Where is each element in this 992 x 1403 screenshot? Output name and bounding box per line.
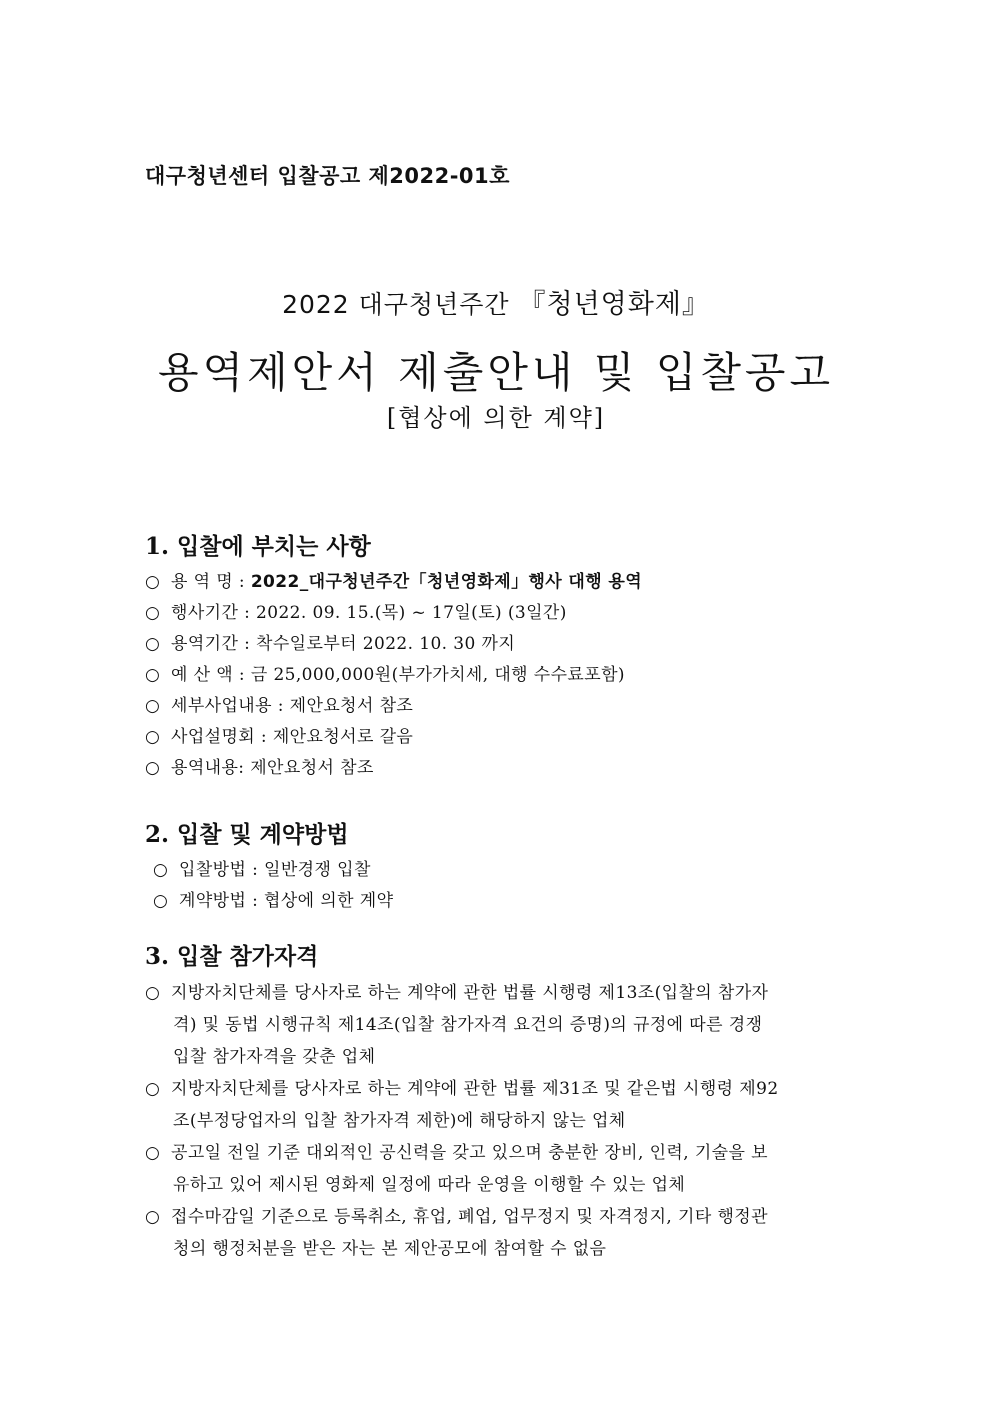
circle-bullet-icon: ○: [145, 572, 161, 592]
item-value: 2022_대구청년주간「청년영화제」행사 대행 용역: [250, 572, 643, 592]
list-item: [145, 722, 865, 753]
item-label: 용역기간 :: [171, 634, 257, 654]
paragraph-line: 지방자치단체를 당사자로 하는 계약에 관한 법률 제31조 및 같은법 시행령 제92: [171, 1079, 779, 1099]
event-name: 『청년영화제』: [518, 289, 710, 320]
circle-bullet-icon: ○: [145, 727, 161, 747]
item-value: 협상에 의한 계약: [264, 891, 394, 911]
circle-bullet-icon: ○: [145, 1143, 161, 1163]
item-value: 제안요청서로 갈음: [272, 727, 414, 747]
circle-bullet-icon: ○: [145, 1207, 161, 1227]
section-bid-method: [145, 816, 865, 917]
item-value: 착수일로부터 2022. 10. 30 까지: [256, 634, 516, 654]
list-item: [145, 753, 865, 784]
paragraph-line: 조(부정당업자의 입찰 참가자격 제한)에 해당하지 않는 업체: [173, 1111, 626, 1131]
item-label: 행사기간 :: [171, 603, 257, 623]
list-item: [145, 598, 865, 629]
circle-bullet-icon: ○: [145, 758, 161, 778]
contract-type: [협상에 의한 계약]: [386, 404, 606, 432]
circle-bullet-icon: ○: [145, 603, 161, 623]
list-item: [145, 629, 865, 660]
item-label: 입찰방법 :: [179, 860, 265, 880]
eligibility-paragraph: [145, 977, 865, 1073]
circle-bullet-icon: ○: [145, 983, 161, 1003]
item-label: 세부사업내용 :: [171, 696, 290, 716]
list-item: [145, 886, 865, 917]
circle-bullet-icon: ○: [145, 696, 161, 716]
paragraph-line: 지방자치단체를 당사자로 하는 계약에 관한 법률 시행령 제13조(입찰의 참가자: [171, 983, 769, 1003]
item-label: 예 산 액 :: [171, 665, 251, 685]
circle-bullet-icon: ○: [145, 1079, 161, 1099]
paragraph-line: 접수마감일 기준으로 등록취소, 휴업, 폐업, 업무정지 및 자격정지, 기타 행정관: [171, 1207, 768, 1227]
item-label: 용역내용:: [171, 758, 251, 778]
item-value: 금 25,000,000원(부가가치세, 대행 수수료포함): [250, 665, 625, 685]
item-label: 용 역 명 :: [171, 572, 251, 592]
paragraph-line: 유하고 있어 제시된 영화제 일정에 따라 운영을 이행할 수 있는 업체: [173, 1175, 686, 1195]
list-item: [145, 691, 865, 722]
list-item: [145, 567, 865, 598]
item-label: 사업설명회 :: [171, 727, 273, 747]
paragraph-line: 입찰 참가자격을 갖춘 업체: [173, 1047, 376, 1067]
section-bid-items: [145, 528, 865, 784]
list-item: [145, 855, 865, 886]
circle-bullet-icon: ○: [153, 891, 169, 911]
circle-bullet-icon: ○: [153, 860, 169, 880]
circle-bullet-icon: ○: [145, 634, 161, 654]
item-label: 계약방법 :: [179, 891, 265, 911]
eligibility-paragraph: [145, 1073, 865, 1137]
list-item: [145, 660, 865, 691]
section-heading: 2. 입찰 및 계약방법: [145, 821, 349, 848]
announcement-number: 대구청년센터 입찰공고 제2022-01호: [145, 164, 510, 188]
document-title: 용역제안서 제출안내 및 입찰공고: [157, 348, 835, 397]
paragraph-line: 공고일 전일 기준 대외적인 공신력을 갖고 있으며 충분한 장비, 인력, 기술을 보: [171, 1143, 768, 1163]
eligibility-paragraph: [145, 1137, 865, 1201]
item-value: 제안요청서 참조: [250, 758, 374, 778]
paragraph-line: 청의 행정처분을 받은 자는 본 제안공모에 참여할 수 없음: [173, 1239, 607, 1259]
section-heading: 1. 입찰에 부치는 사항: [145, 533, 371, 560]
item-value: 2022. 09. 15.(목) ~ 17일(토) (3일간): [256, 603, 567, 623]
paragraph-line: 격) 및 동법 시행규칙 제14조(입찰 참가자격 요건의 증명)의 규정에 따른 경쟁: [173, 1015, 763, 1035]
event-subtitle-prefix: 2022 대구청년주간: [282, 290, 510, 319]
eligibility-paragraph: [145, 1201, 865, 1265]
event-subtitle: [0, 282, 992, 321]
item-value: 제안요청서 참조: [289, 696, 414, 716]
item-value: 일반경쟁 입찰: [264, 860, 371, 880]
section-eligibility: [145, 938, 865, 1265]
section-heading: 3. 입찰 참가자격: [145, 943, 319, 970]
circle-bullet-icon: ○: [145, 665, 161, 685]
